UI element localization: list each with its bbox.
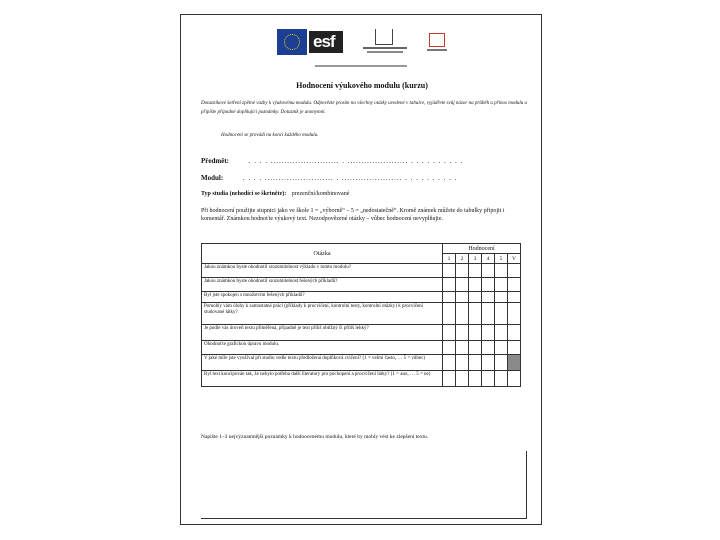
rating-cell[interactable]	[495, 278, 508, 292]
rating-cell[interactable]	[508, 303, 521, 325]
rating-cell[interactable]	[469, 325, 482, 341]
rating-column-header: V	[508, 254, 521, 264]
rating-cell[interactable]	[443, 278, 456, 292]
rating-cell[interactable]	[495, 325, 508, 341]
rating-cell[interactable]	[495, 371, 508, 387]
rating-column-header: 3	[469, 254, 482, 264]
rating-cell[interactable]	[456, 371, 469, 387]
rating-cell[interactable]	[495, 264, 508, 278]
rating-cell[interactable]	[469, 278, 482, 292]
table-row	[202, 325, 521, 341]
rating-cell[interactable]	[469, 341, 482, 355]
question-text: Jakou známkou byste ohodnotil srozumitelnost řešených příkladů?	[202, 278, 443, 292]
rating-cell[interactable]	[482, 303, 495, 325]
table-row	[202, 303, 521, 325]
predmet-field[interactable]	[201, 157, 463, 165]
rating-cell[interactable]	[456, 325, 469, 341]
rating-cell[interactable]	[482, 341, 495, 355]
rating-cell[interactable]	[456, 341, 469, 355]
rating-cell[interactable]	[469, 292, 482, 303]
intro-paragraph: Dotazníkové šetření zpětné vazby k výukovému modulu. Odpovězte prosím na všechny otázky uvedené v tabulce, vyjádřete svůj názor na průběh a přínos modulu a připište případné doplňující poznámky. Dotazník je anonymní.	[201, 101, 527, 115]
modul-field[interactable]	[201, 174, 457, 182]
rating-column-header: 4	[482, 254, 495, 264]
rating-cell[interactable]	[443, 292, 456, 303]
rating-cell[interactable]	[456, 355, 469, 371]
instructions-paragraph: Při hodnocení použijte stupnici jako ve škole 1 = „výborně“ – 5 = „nedostatečně“. Kromě známek můžete do tabulky připojit i komentář. Známkou hodnoťte výukový text. Nezodpovězené otázky – vůbec hodnocení nevyplňujte.	[201, 208, 505, 223]
op-vk-logo	[427, 29, 447, 55]
typ-studia-field[interactable]	[201, 191, 349, 197]
document-page	[180, 14, 542, 525]
rating-cell[interactable]	[469, 371, 482, 387]
question-header: Otázka	[202, 244, 443, 264]
rating-cell[interactable]	[508, 371, 521, 387]
rating-cell[interactable]	[482, 371, 495, 387]
question-text: Jakou známkou byste ohodnotil srozumitelnost výkladu v tomto modulu?	[202, 264, 443, 278]
rating-table	[201, 243, 521, 387]
rating-cell[interactable]	[508, 325, 521, 341]
question-text: Pomohly vám úlohy k samostatné práci (příklady k procvičení, kontrolní testy, kontrolní otázky) k procvičení studované látky?	[202, 303, 443, 325]
question-text: V jaké míře jste využíval při studiu vedle textu předložená doplňková cvičení? (1 = velmi často, … 5 = vůbec)	[202, 355, 443, 371]
eu-flag-logo	[277, 29, 307, 55]
rating-cell[interactable]	[443, 325, 456, 341]
rating-cell[interactable]	[443, 264, 456, 278]
rating-column-header: 5	[495, 254, 508, 264]
rating-cell[interactable]	[469, 264, 482, 278]
rating-cell[interactable]	[495, 303, 508, 325]
rating-cell[interactable]	[482, 325, 495, 341]
rating-cell[interactable]	[495, 292, 508, 303]
rating-cell[interactable]	[482, 278, 495, 292]
page-title: Hodnocení výukového modulu (kurzu)	[296, 81, 428, 90]
modul-value[interactable]: . . . . ......................... . ...................... . . . . . . . . . .	[242, 174, 458, 182]
question-text: Byl jste spokojen s množstvím řešených příkladů?	[202, 292, 443, 303]
esf-logo: esf	[309, 29, 343, 55]
logo-tagline	[315, 65, 407, 67]
rating-cell[interactable]	[495, 355, 508, 371]
rating-cell[interactable]	[482, 264, 495, 278]
question-text: Je podle vás úroveň textu přiměřená, případně je text příliš obtížný či příliš lehký?	[202, 325, 443, 341]
intro-note: Hodnocení se provádí na konci každého modulu.	[221, 133, 319, 138]
rating-cell[interactable]	[508, 355, 521, 371]
table-row	[202, 355, 521, 371]
rating-cell[interactable]	[508, 292, 521, 303]
table-row	[202, 371, 521, 387]
question-text: Ohodnoťte grafickou úpravu modulu.	[202, 341, 443, 355]
modul-label: Modul:	[201, 174, 224, 182]
rating-column-header: 2	[456, 254, 469, 264]
typ-studia-label: Typ studia (nehodící se škrtněte):	[201, 191, 287, 197]
rating-cell[interactable]	[456, 292, 469, 303]
question-text: Byl text koncipován tak, že nebylo potřeba další literatury pro pochopení a procvičení látky? (1 = ano, … 5 = ne)	[202, 371, 443, 387]
rating-cell[interactable]	[508, 264, 521, 278]
rating-cell[interactable]	[508, 341, 521, 355]
rating-cell[interactable]	[443, 341, 456, 355]
rating-cell[interactable]	[456, 303, 469, 325]
rating-cell[interactable]	[469, 355, 482, 371]
rating-cell[interactable]	[469, 303, 482, 325]
rating-cell[interactable]	[443, 303, 456, 325]
predmet-label: Předmět:	[201, 157, 229, 165]
rating-cell[interactable]	[482, 355, 495, 371]
notes-answer-box[interactable]	[201, 451, 527, 519]
logo-strip	[277, 29, 447, 69]
table-row	[202, 341, 521, 355]
rating-cell[interactable]	[456, 264, 469, 278]
rating-cell[interactable]	[456, 278, 469, 292]
table-row	[202, 278, 521, 292]
predmet-value[interactable]: . . . . ......................... . ...................... . . . . . . . . . .	[248, 157, 464, 165]
typ-studia-value[interactable]: prezenční/kombinované	[291, 191, 350, 197]
msmt-logo	[363, 29, 407, 55]
rating-cell[interactable]	[443, 355, 456, 371]
rating-cell[interactable]	[482, 292, 495, 303]
rating-column-header: 1	[443, 254, 456, 264]
table-row	[202, 264, 521, 278]
rating-header: Hodnocení	[443, 244, 521, 254]
table-row	[202, 292, 521, 303]
notes-instruction: Napište 1–3 nejvýznamnější poznámky k hodnocenému modulu, které by mohly vést ke zlepšení textu.	[201, 434, 429, 440]
rating-cell[interactable]	[495, 341, 508, 355]
rating-cell[interactable]	[443, 371, 456, 387]
rating-cell[interactable]	[508, 278, 521, 292]
